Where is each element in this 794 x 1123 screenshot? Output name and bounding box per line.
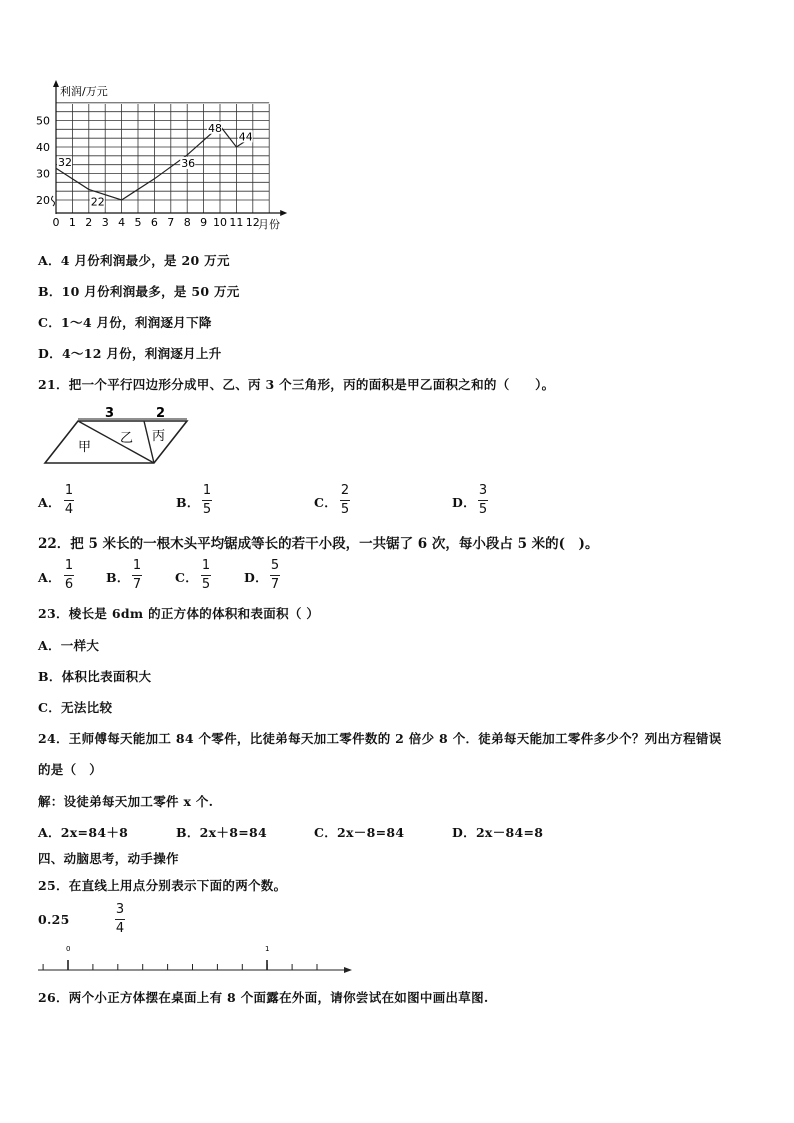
number-line-zero: 0 [66,945,71,953]
x-tick-label: 12 [245,216,260,229]
profit-line-chart [30,78,295,238]
parallelogram-figure [40,403,190,467]
q24-option-b[interactable]: B．2x＋8=84 [176,825,267,840]
label-jia: 甲 [78,440,92,455]
label-bing: 丙 [152,429,166,444]
q21-option-d[interactable]: D． [452,495,476,510]
q20-option-a[interactable]: A．4 月份利润最少，是 20 万元 [38,253,230,268]
label-top-left: 3 [105,406,115,421]
q21-option-c[interactable]: C． [314,495,338,510]
q26-stem: 26．两个小正方体摆在桌面上有 8 个面露在外面，请你尝试在如图中画出草图. [38,990,489,1005]
axis-break-mark [52,196,55,206]
q24-stem-line2: 的是（ ） [38,762,103,777]
q20-option-b[interactable]: B．10 月份利润最多，是 50 万元 [38,284,240,299]
q23-option-a[interactable]: A．一样大 [38,638,100,653]
chart-grid [56,103,269,213]
x-tick-label: 11 [229,216,244,229]
x-axis-label: 月份 [258,218,280,231]
x-tick-label: 5 [134,216,142,229]
q21-fraction-d: 3 5 [478,483,488,517]
number-line[interactable] [36,940,356,976]
x-tick-label: 0 [52,216,60,229]
q21-option-b[interactable]: B． [176,495,200,510]
q22-option-d[interactable]: D． [244,570,268,585]
data-label: 36 [181,156,196,170]
q20-option-c[interactable]: C．1～4 月份，利润逐月下降 [38,315,212,330]
q22-fraction-a: 1 6 [64,558,74,592]
q21-stem: 21．把一个平行四边形分成甲、乙、丙 3 个三角形，丙的面积是甲乙面积之和的（ ）。 [38,377,555,392]
q21-fraction-a: 1 4 [64,483,74,517]
data-label: 44 [238,130,253,144]
q23-option-b[interactable]: B．体积比表面积大 [38,669,152,684]
y-axis-arrow [53,80,59,87]
q21-fraction-b: 1 5 [202,483,212,517]
x-tick-label: 8 [183,216,191,229]
number-line-one: 1 [265,945,270,953]
q23-stem: 23．棱长是 6dm 的正方体的体积和表面积（ ） [38,606,320,621]
x-axis-arrow [280,210,287,216]
label-yi: 乙 [120,431,134,446]
x-tick-label: 7 [167,216,175,229]
x-tick-label: 1 [68,216,76,229]
q22-fraction-c: 1 5 [201,558,211,592]
section-heading: 四、动脑思考，动手操作 [38,851,179,866]
y-axis-label: 利润/万元 [60,85,108,98]
x-tick-label: 2 [85,216,93,229]
y-tick-label: 30 [36,167,50,181]
q20-option-d[interactable]: D．4～12 月份，利润逐月上升 [38,346,222,361]
q22-stem: 22．把 5 米长的一根木头平均锯成等长的若干小段，一共锯了 6 次，每小段占 5 米的( )。 [38,536,599,552]
q22-option-a[interactable]: A． [38,570,61,585]
q22-fraction-d: 5 7 [270,558,280,592]
q24-option-c[interactable]: C．2x－8=84 [314,825,405,840]
q24-stem-line1: 24．王师傅每天能加工 84 个零件，比徒弟每天加工零件数的 2 倍少 8 个．徒弟每天能加工零件多少个？列出方程错误 [38,731,722,746]
q21-option-a[interactable]: A． [38,495,61,510]
q21-fraction-c: 2 5 [340,483,350,517]
data-label: 32 [58,156,72,170]
q24-option-a[interactable]: A．2x=84＋8 [38,825,129,840]
y-tick-label: 20 [36,194,50,207]
x-tick-label: 6 [150,216,158,229]
q22-fraction-b: 1 7 [132,558,142,592]
q22-option-c[interactable]: C． [175,570,199,585]
data-label: 22 [90,195,105,209]
x-tick-label: 4 [118,216,126,229]
q22-option-b[interactable]: B． [106,570,130,585]
q24-option-d[interactable]: D．2x－84=8 [452,825,544,840]
y-tick-label: 50 [36,114,50,128]
x-tick-label: 10 [213,216,227,229]
q24-solution: 解：设徒弟每天加工零件 x 个. [38,794,214,809]
x-tick-label: 3 [101,216,109,229]
y-tick-label: 40 [36,141,50,154]
x-tick-label: 9 [200,216,208,229]
q25-number-decimal: 0.25 [38,912,70,927]
chart-axes [52,80,288,216]
q23-option-c[interactable]: C．无法比较 [38,700,113,715]
q25-number-fraction: 3 4 [115,902,125,936]
q25-stem: 25．在直线上用点分别表示下面的两个数。 [38,878,287,893]
data-label: 48 [208,121,222,135]
label-top-right: 2 [156,406,166,421]
